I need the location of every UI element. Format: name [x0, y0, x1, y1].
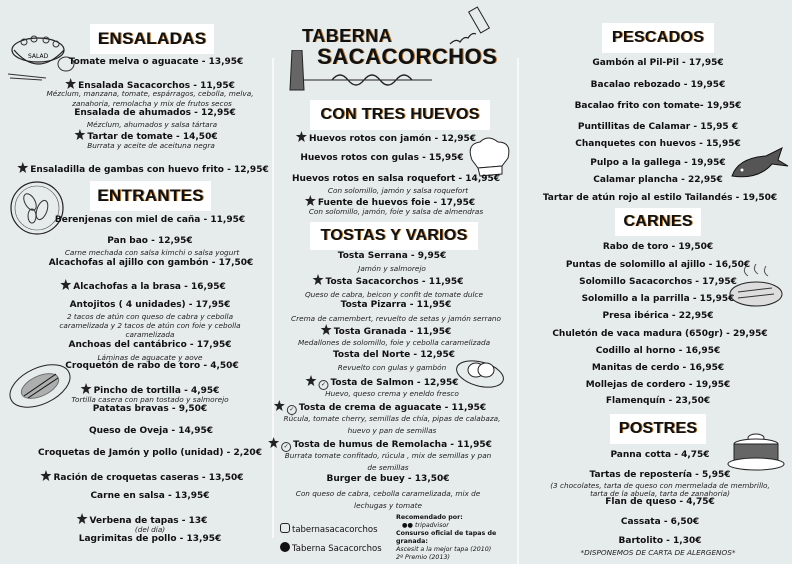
menu-item: Patatas bravas - 9,50€ — [92, 404, 208, 414]
facebook-link[interactable]: Taberna Sacacorchos — [280, 542, 382, 554]
top-star-badge-icon — [268, 437, 279, 448]
menu-item: Ración de croquetas caseras - 13,50€ — [40, 470, 243, 483]
menu-item: Fuente de huevos foie - 17,95€ — [305, 195, 475, 208]
top-star-badge-icon — [77, 513, 88, 524]
allergens-note: *DISPONEMOS DE CARTA DE ALERGENOS* — [580, 548, 736, 557]
menu-item: Croquetón de rabo de toro - 4,50€ — [65, 361, 239, 371]
menu-item: Mollejas de cordero - 19,95€ — [585, 380, 731, 390]
pancake-stack-icon — [726, 430, 786, 472]
item-description: Tortilla casera con pan tostado y salmorejo — [71, 395, 229, 404]
menu-item: Huevos rotos con gulas - 15,95€ — [300, 153, 464, 163]
menu-item: Panna cotta - 4,75€ — [610, 450, 710, 460]
section-title-pescados: PESCADOS — [602, 23, 714, 53]
svg-text:SALAD: SALAD — [28, 53, 49, 60]
top-star-badge-icon — [321, 324, 332, 335]
awards-block — [396, 514, 530, 562]
item-description: Mézclum, ahumados y salsa tártara — [86, 120, 218, 129]
fish-icon — [728, 146, 790, 186]
menu-item: Presa ibérica - 22,95€ — [602, 311, 714, 321]
tripadvisor-owl-icon: ●● — [402, 522, 413, 529]
section-title-entrantes: ENTRANTES — [90, 181, 211, 211]
section-title-tostas: TOSTAS Y VARIOS — [310, 222, 478, 250]
menu-item: Solomillo Sacacorchos - 17,95€ — [579, 277, 737, 287]
menu-item: Ensalada de ahumados - 12,95€ — [74, 108, 236, 118]
top-star-badge-icon — [296, 131, 307, 142]
top-star-badge-icon — [313, 274, 324, 285]
small-corkscrew-icon — [448, 4, 494, 46]
section-title-postres: POSTRES — [610, 414, 706, 444]
tripadvisor-label: ●● tripadvisor — [402, 522, 449, 529]
middle-column — [270, 0, 530, 564]
menu-item: Tosta Sacacorchos - 11,95€ — [313, 274, 464, 287]
menu-item: Tosta del Norte - 12,95€ — [332, 350, 456, 360]
item-description: Burrata y aceite de aceituna negra — [87, 141, 215, 150]
instagram-icon — [280, 523, 290, 533]
right-column — [530, 0, 792, 564]
item-description: Con solomillo, jamón y salsa roquefort — [327, 186, 469, 195]
menu-item: Berenjenas con miel de caña - 11,95€ — [54, 215, 246, 225]
restaurant-name-line2: SACACORCHOS — [317, 44, 498, 69]
item-description: (3 chocolates, tarta de queso con mermelada de membrillo, — [550, 481, 770, 490]
menu-item: Huevos rotos en salsa roquefort - 14,95€ — [291, 174, 501, 184]
menu-item: Chanquetes con huevos - 15,95€ — [575, 139, 741, 149]
tapas-plate-icon — [6, 362, 74, 410]
menu-item: Verbena de tapas - 13€ — [77, 513, 208, 526]
vegetarian-leaf-icon: ✓ — [287, 405, 297, 415]
menu-item: Tomate melva o aguacate - 13,95€ — [68, 57, 244, 67]
item-description: Burrata tomate confitado, rúcula , mix de semillas y pan — [284, 451, 492, 460]
item-description: Queso de cabra, beicon y confit de tomate dulce — [304, 290, 484, 299]
menu-item: Tosta Granada - 11,95€ — [321, 324, 452, 337]
menu-item: Tartas de repostería - 5,95€ — [589, 470, 731, 480]
menu-item: Calamar plancha - 22,95€ — [593, 175, 723, 185]
tosta-plate-icon — [454, 350, 506, 390]
menu-item: Flamenquín - 23,50€ — [605, 396, 711, 406]
menu-item: Alcachofas al ajillo con gambón - 17,50€ — [48, 258, 254, 268]
menu-item: ✓ Tosta de Salmon - 12,95€ — [305, 375, 458, 390]
menu-item: Tosta Pizarra - 11,95€ — [340, 300, 452, 310]
menu-item: ✓ Tosta de humus de Remolacha - 11,95€ — [268, 437, 492, 452]
menu-item: Puntas de solomillo al ajillo - 16,50€ — [565, 260, 751, 270]
item-description: zanahoria, remolacha y mix de frutos secos — [72, 99, 232, 108]
menu-item: Tosta Serrana - 9,95€ — [337, 251, 447, 261]
menu-item: Flan de queso - 4,75€ — [605, 497, 715, 507]
item-description: (del día) — [134, 525, 166, 534]
menu-item: Alcachofas a la brasa - 16,95€ — [60, 279, 225, 292]
recommended-label: Recomendado por: — [396, 514, 463, 521]
menu-item: Bartolito - 1,30€ — [618, 536, 702, 546]
menu-item: Bacalao frito con tomate- 19,95€ — [574, 101, 742, 111]
top-star-badge-icon — [17, 162, 28, 173]
item-description: Crema de camembert, revuelto de setas y jamón serrano — [290, 314, 502, 323]
top-star-badge-icon — [65, 78, 76, 89]
menu-item: Anchoas del cantábrico - 17,95€ — [68, 340, 232, 350]
chef-hat-icon — [466, 136, 514, 178]
item-description: caramelizada y 2 tacos de atún con foie y cebolla — [59, 321, 241, 330]
item-description: Carne mechada con salsa kimchi o salsa yogurt — [64, 248, 240, 257]
menu-item: ✓ Tosta de crema de aguacate - 11,95€ — [274, 400, 486, 415]
menu-item: Pincho de tortilla - 4,95€ — [81, 383, 220, 396]
menu-item: Burger de buey - 13,50€ — [326, 474, 450, 484]
menu-item: Ensaladilla de gambas con huevo frito - 12,95€ — [17, 162, 268, 175]
menu-item: Lagrimitas de pollo - 13,95€ — [78, 534, 222, 544]
award-2013: 2º Premio (2013) — [396, 554, 450, 561]
item-description: Mézclum, manzana, tomate, espárragos, cebolla, melva, — [46, 89, 254, 98]
item-description: de semillas — [367, 463, 409, 472]
restaurant-name-line1: TABERNA — [302, 26, 393, 46]
item-description: Revuelto con gulas y gambón — [337, 363, 447, 372]
item-description: Con queso de cabra, cebolla caramelizada, mix de — [295, 489, 481, 498]
top-star-badge-icon — [74, 129, 85, 140]
menu-item: Tartar de tomate - 14,50€ — [74, 129, 217, 142]
instagram-link[interactable]: tabernasacacorchos — [280, 523, 378, 535]
menu-item: Pan bao - 12,95€ — [107, 236, 193, 246]
menu-item: Rabo de toro - 19,50€ — [602, 242, 714, 252]
top-star-badge-icon — [60, 279, 71, 290]
menu-item: Huevos rotos con jamón - 12,95€ — [296, 131, 476, 144]
item-description: Rúcula, tomate cherry, semillas de chía, pipas de calabaza, — [283, 414, 501, 423]
item-description: Jamón y salmorejo — [358, 264, 426, 273]
menu-item: Tartar de atún rojo al estilo Tailandés - 19,50€ — [542, 193, 778, 203]
menu-item: Carne en salsa - 13,95€ — [90, 491, 210, 501]
item-description: Con solomillo, jamón, foie y salsa de almendras — [308, 207, 484, 216]
menu-item: Croquetas de Jamón y pollo (unidad) - 2,20€ — [38, 448, 262, 458]
vegetarian-leaf-icon: ✓ — [318, 380, 328, 390]
menu-item: Cassata - 6,50€ — [620, 517, 700, 527]
top-star-badge-icon — [305, 375, 316, 386]
section-title-carnes: CARNES — [615, 208, 701, 236]
top-star-badge-icon — [274, 400, 285, 411]
menu-item: Puntillitas de Calamar - 15,95 € — [577, 122, 739, 132]
item-description: lechugas y tomate — [354, 501, 422, 510]
menu-item: Chuletón de vaca madura (650gr) - 29,95€ — [552, 329, 768, 339]
menu-item: Codillo al horno - 16,95€ — [595, 346, 721, 356]
item-description: huevo y pan de semillas — [347, 426, 437, 435]
item-description: Medallones de solomillo, foie y cebolla caramelizada — [297, 338, 491, 347]
vegetarian-leaf-icon: ✓ — [281, 442, 291, 452]
menu-item: Antojitos ( 4 unidades) - 17,95€ — [69, 300, 231, 310]
item-description: Láminas de aguacate y aove — [97, 353, 203, 362]
award-2010: Ascesit a la mejor tapa (2010) — [396, 546, 492, 553]
item-description: Huevo, queso crema y eneldo fresco — [325, 389, 459, 398]
contest-label: Consurso oficial de tapas de granada: — [396, 530, 497, 545]
grilled-steak-icon — [726, 262, 786, 312]
vegetable-plate-icon — [8, 180, 66, 236]
menu-item: Queso de Oveja - 14,95€ — [88, 426, 214, 436]
menu-item: Bacalao rebozado - 19,95€ — [590, 80, 726, 90]
section-title-ensaladas: ENSALADAS — [90, 24, 214, 54]
top-star-badge-icon — [40, 470, 51, 481]
top-star-badge-icon — [81, 383, 92, 394]
facebook-icon — [280, 542, 290, 552]
menu-item: Manitas de cerdo - 16,95€ — [591, 363, 725, 373]
item-description: 2 tacos de atún con queso de cabra y cebolla — [66, 312, 234, 321]
menu-item: Gambón al Pil-Pil - 17,95€ — [592, 58, 724, 68]
menu-item: Solomillo a la parrilla - 15,95€ — [581, 294, 735, 304]
menu-item: Pulpo a la gallega - 19,95€ — [590, 158, 726, 168]
item-description: caramelizada — [125, 330, 175, 339]
top-star-badge-icon — [305, 195, 316, 206]
left-column — [0, 0, 268, 564]
section-title-huevos: CON TRES HUEVOS — [310, 100, 490, 130]
menu-item: Ensalada Sacacorchos - 11,95€ — [65, 78, 235, 91]
item-description: tarta de la abuela, tarta de zanahoria) — [590, 489, 730, 498]
